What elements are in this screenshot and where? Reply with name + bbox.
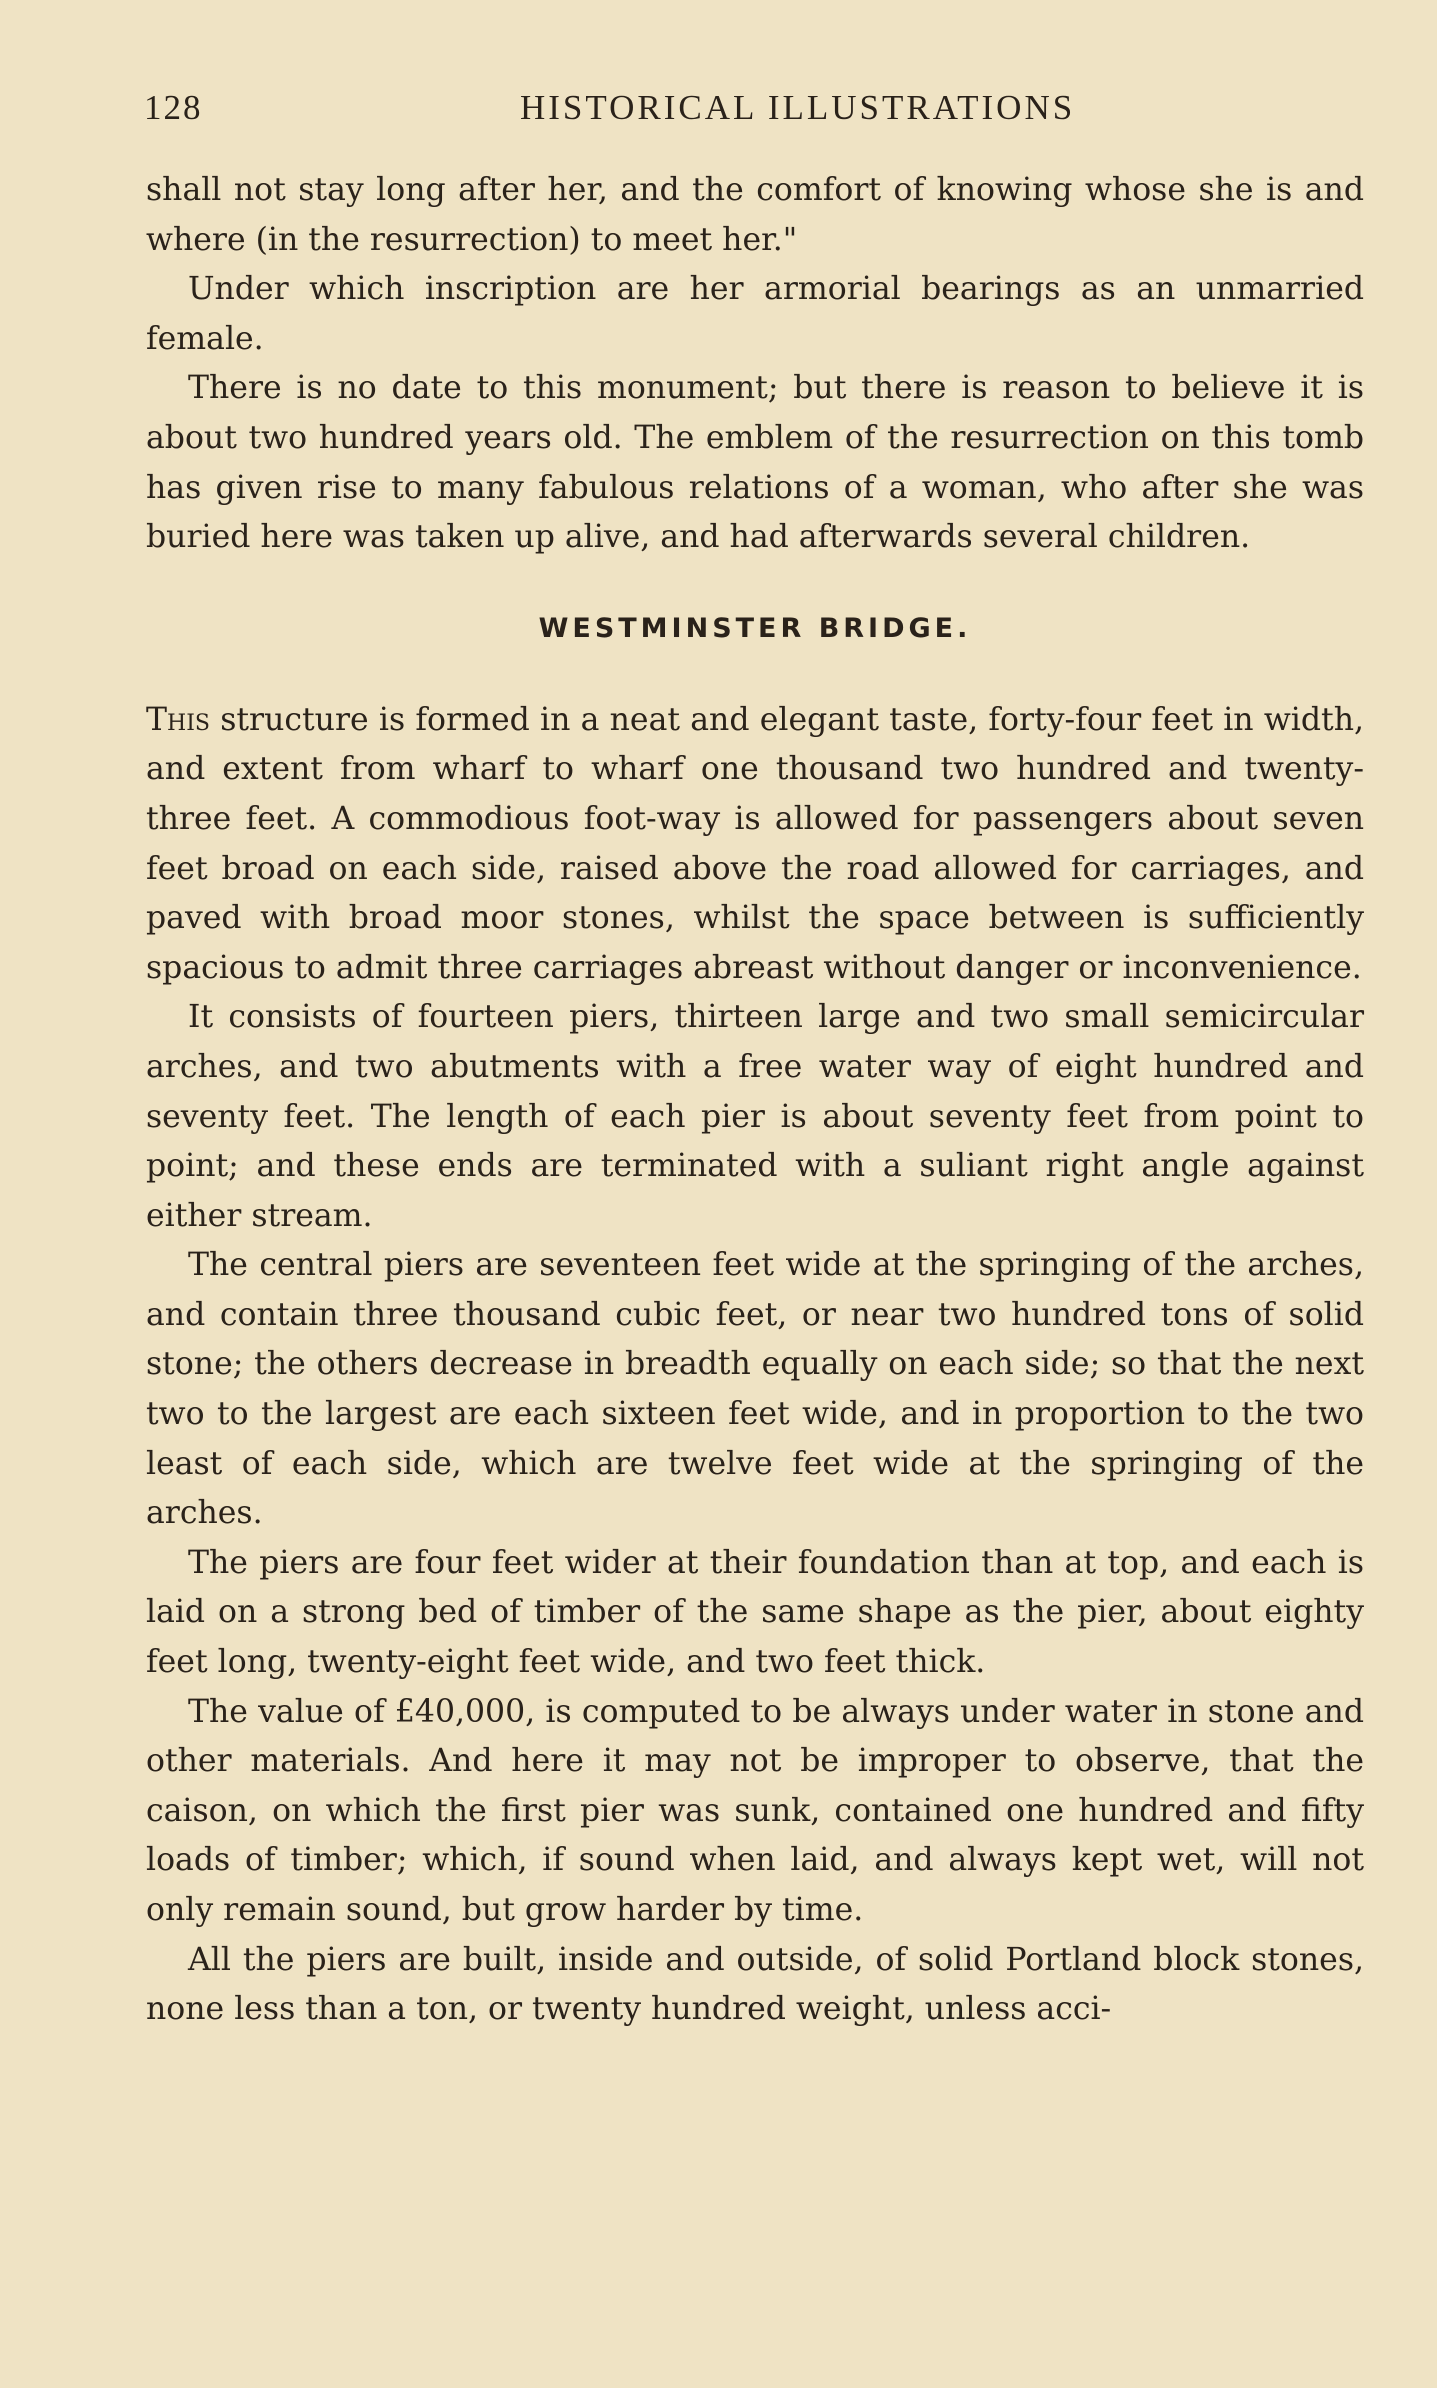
paragraph: The piers are four feet wider at their foundation than at top, and each is laid on a strong bed of timber of the same shape as the pier, about eighty feet long, twenty-eight feet wide, and two feet thick. <box>146 1544 1364 1681</box>
body-text <box>146 166 1364 2035</box>
running-head <box>144 88 1364 138</box>
first-paragraph-text: structure is formed in a neat and elegant taste, forty-four feet in width, and extent from wharf to wharf one thousand two hundred and twenty-three feet. A commodious foot-way is allowed for passengers about seven feet broad on each side, raised above the road allowed for carriages, and paved with broad moor stones, whilst the space between is sufficiently spacious to admit three carriages abreast without danger or inconvenience. <box>146 701 1364 986</box>
paragraph: It consists of fourteen piers, thirteen large and two small semicircular arches, and two abutments with a free water way of eight hundred and seventy feet. The length of each pier is about seventy feet from point to point; and these ends are terminated with a suliant right angle against either stream. <box>146 999 1364 1234</box>
paragraph-continued: shall not stay long after her, and the comfort of knowing whose she is and where (in the resurrection) to meet her." <box>146 172 1364 258</box>
paragraph: The value of £40,000, is computed to be always under water in stone and other materials. And here it may not be improper to observe, that the caison, on which the first pier was sunk, contained one hundred and fifty loads of timber; which, if sound when laid, and always kept wet, will not only remain sound, but grow harder by time. <box>146 1693 1364 1928</box>
paragraph: Under which inscription are her armorial bearings as an unmarried female. <box>146 271 1364 357</box>
section-heading: WESTMINSTER BRIDGE. <box>538 612 972 644</box>
section-first-paragraph <box>146 696 1364 994</box>
first-word-smallcaps: This <box>146 701 210 738</box>
page-number: 128 <box>144 88 203 127</box>
paragraph: All the piers are built, inside and outside, of solid Portland block stones, none less than a ton, or twenty hundred weight, unless acci- <box>146 1941 1364 2028</box>
running-title: HISTORICAL ILLUSTRATIONS <box>520 88 1076 127</box>
paragraph: There is no date to this monument; but there is reason to believe it is about two hundred years old. The emblem of the resurrection on this tomb has given rise to many fabulous relations of a woman, who after she was buried here was taken up alive, and had afterwards several children. <box>146 370 1364 556</box>
paragraph: The central piers are seventeen feet wide at the springing of the arches, and contain three thousand cubic feet, or near two hundred tons of solid stone; the others decrease in breadth equally on each side; so that the next two to the largest are each sixteen feet wide, and in proportion to the two least of each side, which are twelve feet wide at the springing of the arches. <box>146 1247 1364 1532</box>
